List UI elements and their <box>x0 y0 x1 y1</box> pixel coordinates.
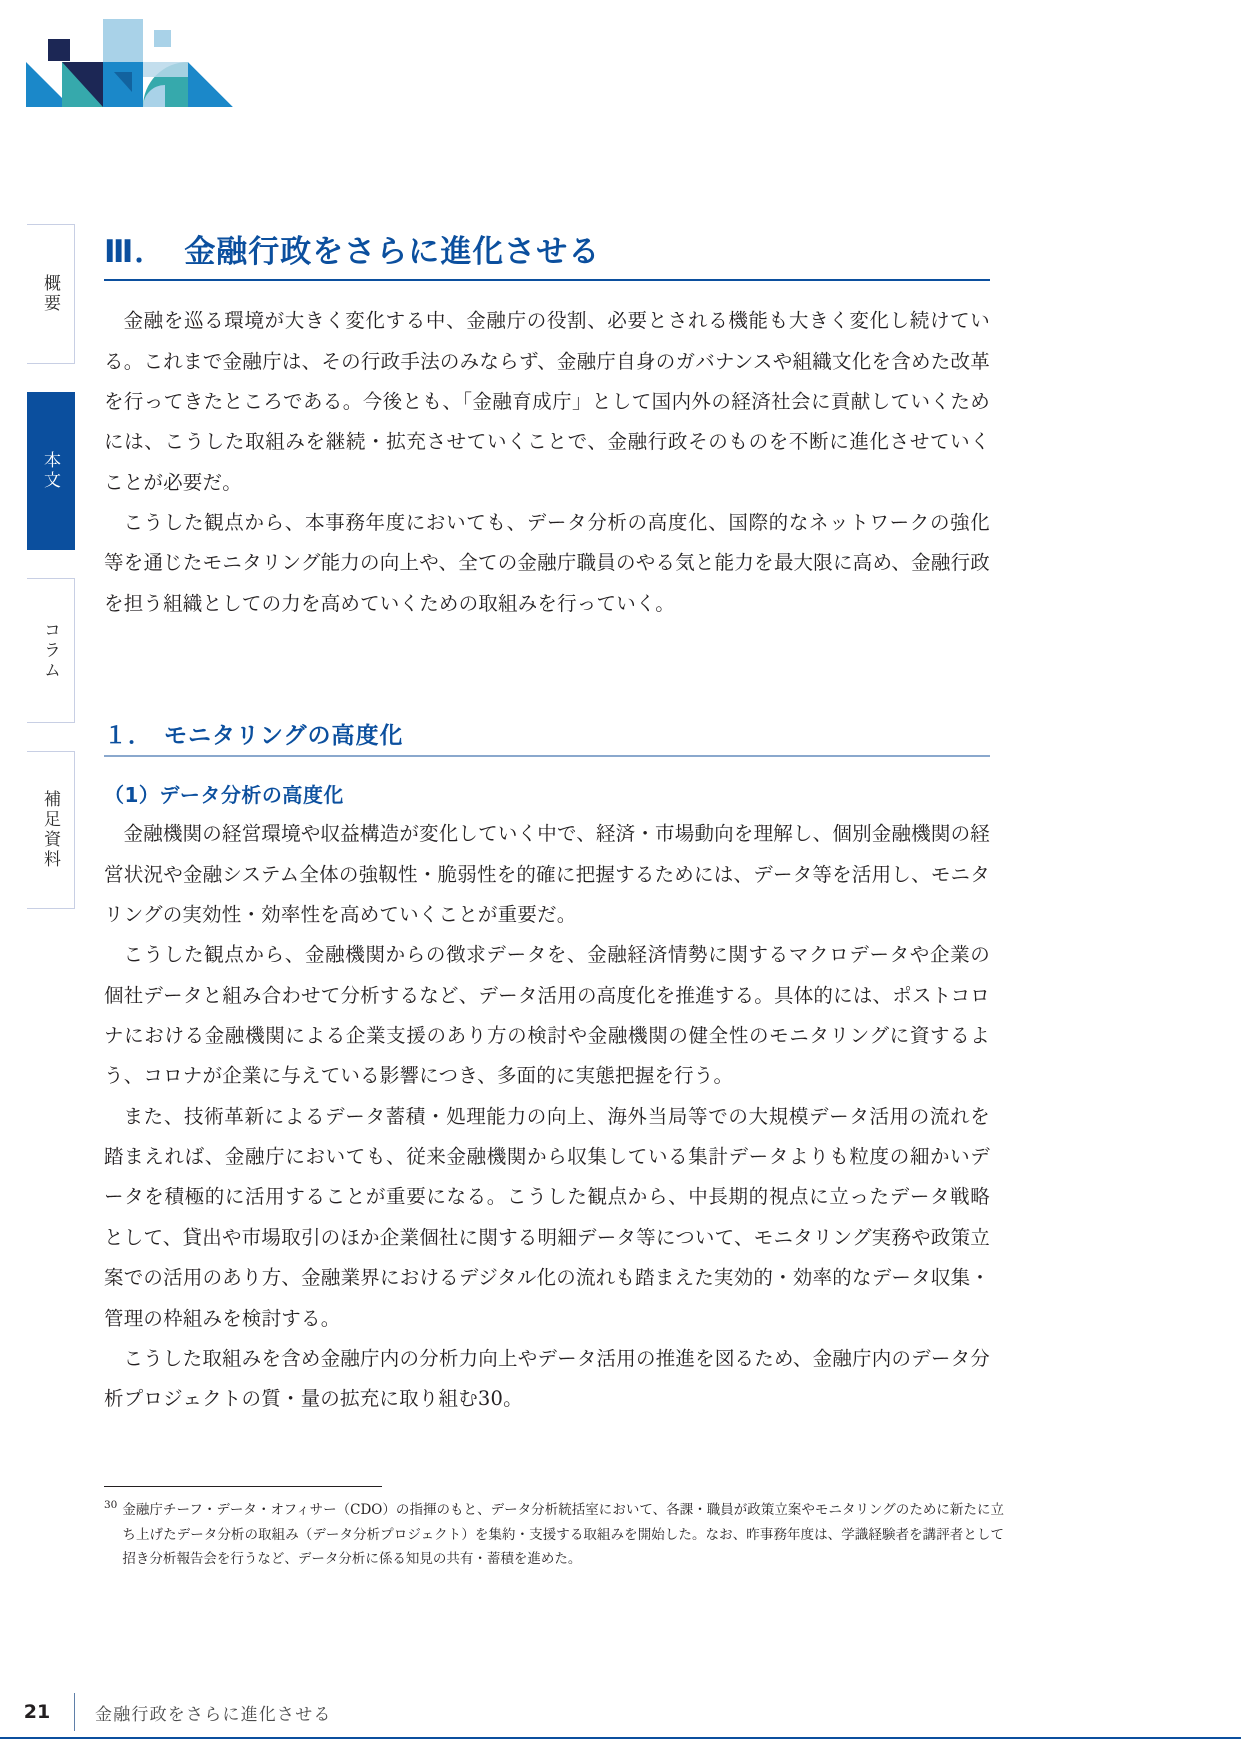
side-tab-supplementary[interactable]: 補足資料 <box>27 751 75 909</box>
footnote-entry <box>104 1498 1004 1572</box>
footer-divider <box>74 1693 75 1731</box>
section-title: モニタリングの高度化 <box>164 723 404 750</box>
subsection-paragraph-1: 金融機関の経営環境や収益構造が変化していく中で、経済・市場動向を理解し、個別金融機関の経営状況や金融システム全体の強靱性・脆弱性を的確に把握するためには、データ等を活用し、モニタリングの実効性・効率性を高めていくことが重要だ。 <box>104 822 990 926</box>
subsection-paragraph-2: こうした観点から、金融機関からの徴求データを、金融経済情勢に関するマクロデータや企業の個社データと組み合わせて分析するなど、データ活用の高度化を推進する。具体的には、ポストコロナにおける金融機関による企業支援のあり方の検討や金融機関の健全性のモニタリングに資するよう、コロナが企業に与えている影響につき、多面的に実態把握を行う。 <box>104 943 990 1088</box>
fsa-logo-icon <box>18 14 244 114</box>
subsection-paragraph-4: こうした取組みを含め金融庁内の分析力向上やデータ活用の推進を図るため、金融庁内のデータ分析プロジェクトの質・量の拡充に取り組む30。 <box>104 1346 990 1411</box>
footnote-marker: 30 <box>104 1499 118 1511</box>
subsection-paragraph-3: また、技術革新によるデータ蓄積・処理能力の向上、海外当局等での大規模データ活用の流れを踏まえれば、金融庁においても、従来金融機関から収集している集計データよりも粒度の細かいデータを積極的に活用することが重要になる。こうした観点から、中長期的視点に立ったデータ戦略として、貸出や市場取引のほか企業個社に関する明細データ等について、モニタリング実務や政策立案での活用のあり方、金融業界におけるデジタル化の流れも踏まえた実効的・効率的なデータ収集・管理の枠組みを検討する。 <box>104 1104 990 1330</box>
footnote-area <box>104 1486 1004 1572</box>
intro-paragraph-2: こうした観点から、本事務年度においても、データ分析の高度化、国際的なネットワークの強化等を通じたモニタリング能力の向上や、全ての金融庁職員のやる気と能力を最大限に高め、金融行政を担う組織としての力を高めていくための取組みを行っていく。 <box>104 511 990 615</box>
footnote-separator <box>104 1486 382 1487</box>
footnote-text: 金融庁チーフ・データ・オフィサー（CDO）の指揮のもと、データ分析統括室において、各課・職員が政策立案やモニタリングのために新たに立ち上げたデータ分析の取組み（データ分析プロジェクト）を集約・支援する取組みを開始した。なお、昨事務年度は、学識経験者を講評者として招き分析報告会を行うなど、データ分析に係る知見の共有・蓄積を進めた。 <box>122 1502 1004 1568</box>
intro-paragraph-1: 金融を巡る環境が大きく変化する中、金融庁の役割、必要とされる機能も大きく変化し続けている。これまで金融庁は、その行政手法のみならず、金融庁自身のガバナンスや組織文化を含めた改革を行ってきたところである。今後とも、「金融育成庁」として国内外の経済社会に貢献していくためには、こうした取組みを継続・拡充させていくことで、金融行政そのものを不断に進化させていくことが必要だ。 <box>104 309 990 494</box>
side-tab-overview[interactable]: 概要 <box>27 224 75 364</box>
chapter-number: Ⅲ． <box>104 233 167 270</box>
footer-title: 金融行政をさらに進化させる <box>95 1704 332 1725</box>
section-number: １． <box>104 723 152 750</box>
fsa-logo <box>18 14 244 114</box>
document-content <box>104 212 990 1420</box>
spacer <box>104 624 990 698</box>
side-tab-strip <box>27 224 75 937</box>
subsection-heading: （1）データ分析の高度化 <box>104 783 344 808</box>
chapter-heading <box>104 233 990 281</box>
page-footer <box>0 1687 1241 1739</box>
side-tab-main-text[interactable]: 本文 <box>27 392 75 550</box>
side-tab-column[interactable]: コラム <box>27 578 75 723</box>
section-heading <box>104 717 990 757</box>
chapter-title: 金融行政をさらに進化させる <box>184 233 601 270</box>
page-number: 21 <box>23 1701 51 1723</box>
